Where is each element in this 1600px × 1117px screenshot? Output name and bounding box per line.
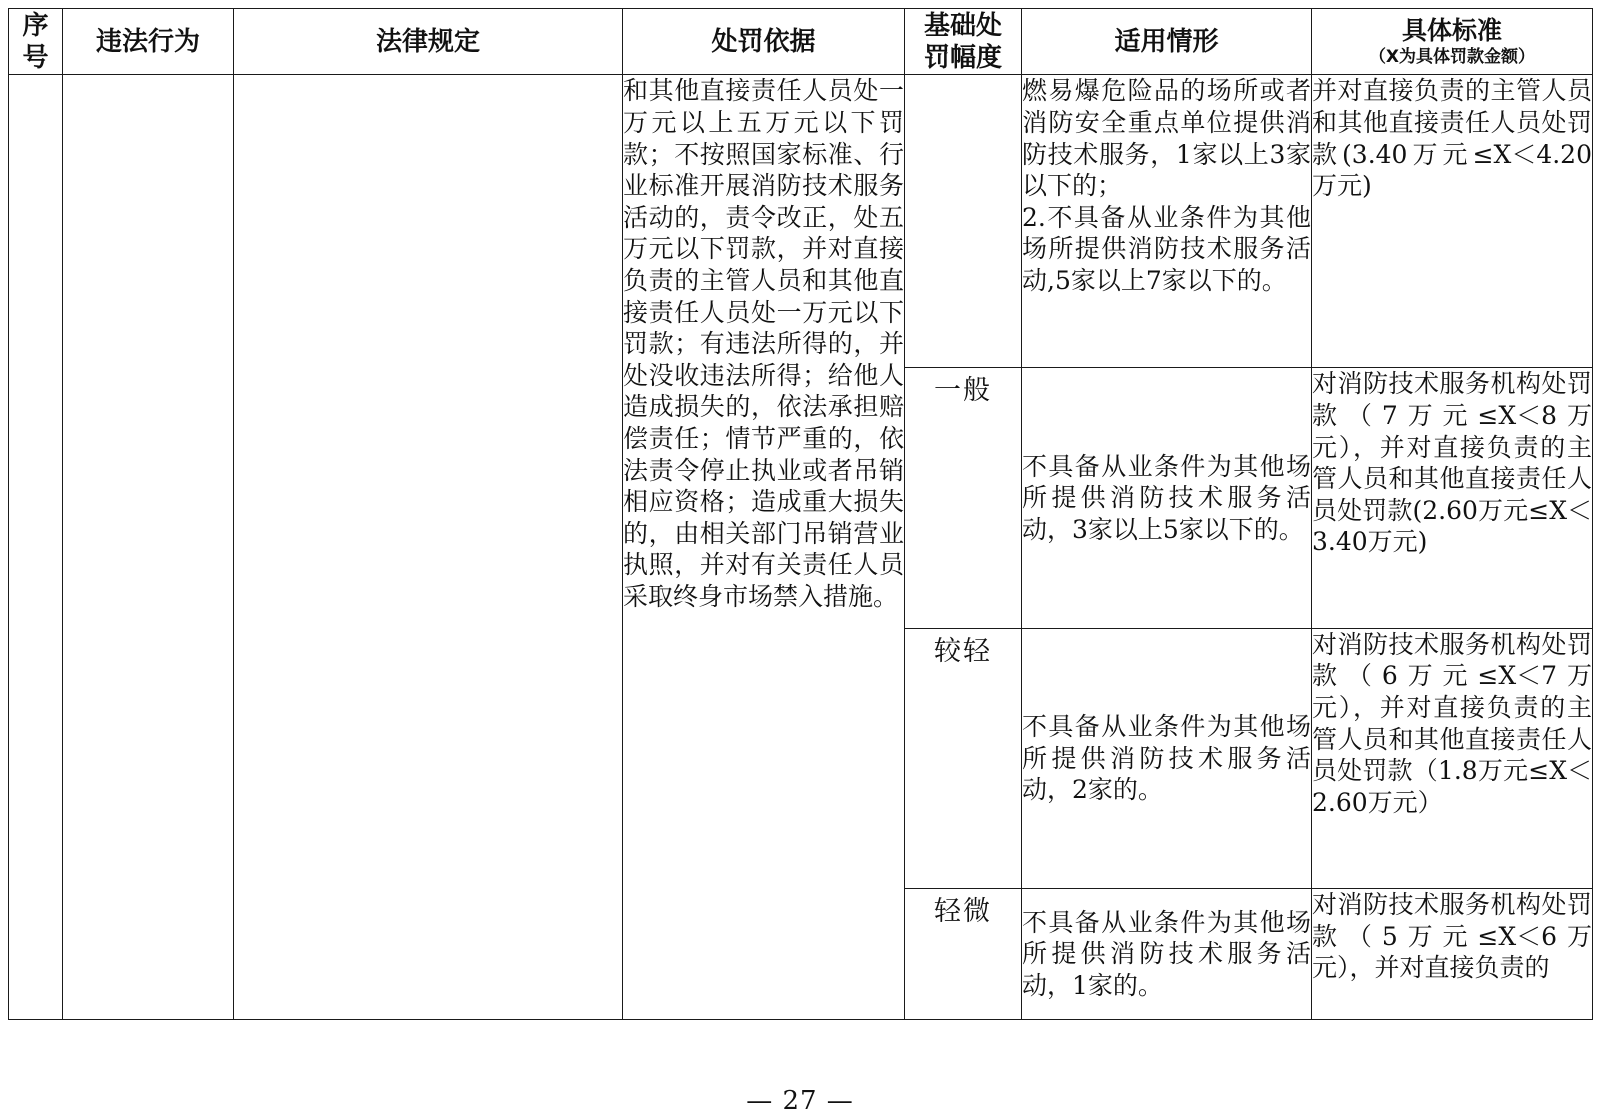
header-seq: 序 号 (9, 9, 63, 75)
level-cell: 一般 (905, 368, 1022, 628)
standard-cell: 对消防技术服务机构处罚款（7万元≤X＜8万元），并对直接负责的主管人员和其他直接责任人员处罚款(2.60万元≤X＜3.40万元) (1312, 368, 1593, 628)
header-level: 基础处 罚幅度 (905, 9, 1022, 75)
page-number: — 27 — (746, 1086, 854, 1116)
header-violation: 违法行为 (63, 9, 234, 75)
violation-cell (63, 75, 234, 1020)
header-standard (1312, 9, 1593, 75)
situation-cell: 燃易爆危险品的场所或者消防安全重点单位提供消防技术服务，1家以上3家以下的； 2.不具备从业条件为其他场所提供消防技术服务活动,5家以上7家以下的。 (1022, 75, 1312, 368)
standard-cell: 并对直接负责的主管人员和其他直接责任人员处罚款(3.40万元≤X＜4.20万元) (1312, 75, 1593, 368)
situation-cell: 不具备从业条件为其他场所提供消防技术服务活动，2家的。 (1022, 628, 1312, 888)
header-standard-title: 具体标准 (1401, 15, 1502, 45)
basis-cell: 和其他直接责任人员处一万元以上五万元以下罚款；不按照国家标准、行业标准开展消防技术服务活动的，责令改正，处五万元以下罚款，并对直接负责的主管人员和其他直接责任人员处一万元以下罚款；有违法所得的，并处没收违法所得；给他人造成损失的，依法承担赔偿责任；情节严重的，依法责令停止执业或者吊销相应资格；造成重大损失的，由相关部门吊销营业执照，并对有关责任人员采取终身市场禁入措施。 (623, 75, 905, 1020)
situation-cell: 不具备从业条件为其他场所提供消防技术服务活动，1家的。 (1022, 889, 1312, 1020)
seq-cell (9, 75, 63, 1020)
header-situation: 适用情形 (1022, 9, 1312, 75)
table-header-row (9, 9, 1593, 75)
standard-cell: 对消防技术服务机构处罚款（6万元≤X＜7万元），并对直接负责的主管人员和其他直接责任人员处罚款（1.8万元≤X＜2.60万元） (1312, 628, 1593, 888)
situation-cell: 不具备从业条件为其他场所提供消防技术服务活动，3家以上5家以下的。 (1022, 368, 1312, 628)
table-row (9, 75, 1593, 368)
header-standard-note: （X为具体罚款金额） (1368, 46, 1536, 67)
header-law: 法律规定 (234, 9, 623, 75)
standard-cell: 对消防技术服务机构处罚款（5万元≤X＜6万元），并对直接负责的 (1312, 889, 1593, 1020)
level-cell: 轻微 (905, 889, 1022, 1020)
level-cell: 较轻 (905, 628, 1022, 888)
level-cell (905, 75, 1022, 368)
header-basis: 处罚依据 (623, 9, 905, 75)
penalty-standards-table (8, 8, 1593, 1020)
law-cell (234, 75, 623, 1020)
